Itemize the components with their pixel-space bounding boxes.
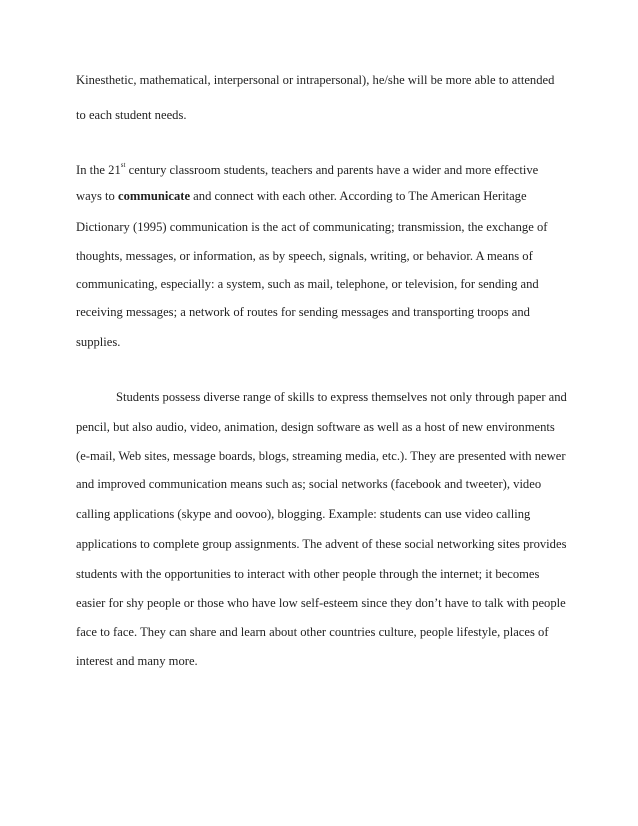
text-line (76, 188, 527, 204)
text-line: Kinesthetic, mathematical, interpersonal or intrapersonal), he/she will be more able to attended (76, 73, 555, 87)
text-line: thoughts, messages, or information, as by speech, signals, writing, or behavior. A means of (76, 249, 533, 263)
text-segment: and connect with each other. According to The American Heritage (190, 189, 527, 203)
text-line: interest and many more. (76, 654, 198, 668)
text-line: receiving messages; a network of routes for sending messages and transporting troops and (76, 305, 530, 319)
text-segment: century classroom students, teachers and parents have a wider and more effective (125, 163, 539, 177)
text-line: (e-mail, Web sites, message boards, blogs, streaming media, etc.). They are presented with newer (76, 449, 566, 463)
text-line: face to face. They can share and learn about other countries culture, people lifestyle, places of (76, 625, 549, 639)
bold-term: communicate (117, 189, 191, 203)
text-segment: In the 21 (76, 163, 121, 177)
text-line: easier for shy people or those who have low self-esteem since they don’t have to talk with people (76, 596, 566, 610)
text-line: to each student needs. (76, 108, 187, 122)
text-line: supplies. (76, 335, 121, 349)
text-line: pencil, but also audio, video, animation, design software as well as a host of new environments (76, 420, 555, 434)
text-line: calling applications (skype and oovoo), blogging. Example: students can use video calling (76, 507, 531, 521)
text-line: and improved communication means such as; social networks (facebook and tweeter), video (76, 477, 542, 491)
text-line: applications to complete group assignments. The advent of these social networking sites provides (76, 537, 567, 551)
text-line: Dictionary (1995) communication is the act of communicating; transmission, the exchange of (76, 220, 548, 234)
text-line: communicating, especially: a system, such as mail, telephone, or television, for sending and (76, 277, 539, 291)
superscript: st (120, 160, 126, 169)
text-line (76, 162, 538, 178)
text-line: Students possess diverse range of skills to express themselves not only through paper and (116, 390, 567, 404)
text-line: students with the opportunities to interact with other people through the internet; it becomes (76, 567, 540, 581)
text-segment: ways to (76, 189, 118, 203)
